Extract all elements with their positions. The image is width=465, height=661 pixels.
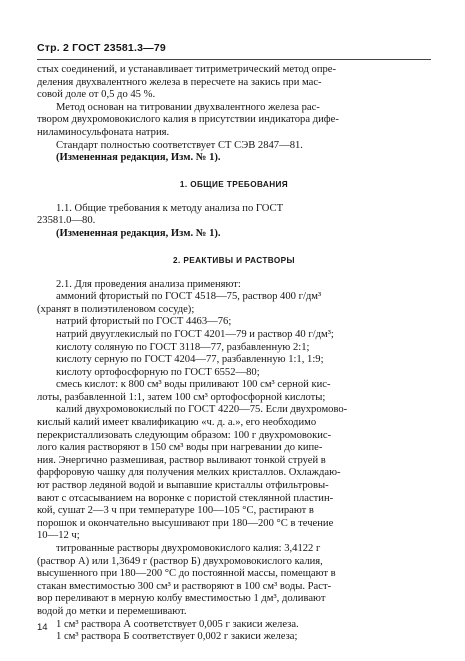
text-line: (раствор А) или 1,3649 г (раствор Б) двухромовокислого калия, — [37, 555, 323, 567]
edition-note: (Измененная редакция, Изм. № 1). — [56, 227, 221, 239]
page-number: 14 — [37, 622, 48, 633]
text-line: 23581.0—80. — [37, 215, 96, 227]
text-line: вор переливают в мерную колбу вместимостью 1 дм³, доливают — [37, 593, 326, 605]
text-line: аммоний фтористый по ГОСТ 4518—75, раствор 400 г/дм³ — [56, 291, 322, 303]
page-header: Стр. 2 ГОСТ 23581.3—79 — [37, 42, 166, 54]
text-line: 10—12 ч; — [37, 530, 80, 542]
header-rule — [37, 59, 431, 60]
section-2-title: 2. РЕАКТИВЫ И РАСТВОРЫ — [173, 255, 295, 265]
standard-statement: Стандарт полностью соответствует СТ СЭВ 2847—81. — [56, 139, 303, 151]
text-line: стакан вместимостью 300 см³ и растворяют в 100 см³ воды. Раст- — [37, 580, 332, 592]
text-line: деления двухвалентного железа в пересчете на закись при мас- — [37, 76, 322, 88]
edition-note: (Измененная редакция, Изм. № 1). — [56, 152, 221, 164]
text-line: фарфоровую чашку для получения мелких кристаллов. Охлаждаю- — [37, 467, 341, 479]
text-line: титрованные растворы двухромовокислого калия: 3,4122 г — [56, 543, 321, 554]
text-line: 1 см³ раствора Б соответствует 0,002 г закиси железа; — [56, 631, 298, 643]
text-line: 2.1. Для проведения анализа применяют: — [56, 278, 241, 290]
text-line: твором двухромовокислого калия в присутствии индикатора дифе- — [37, 114, 339, 126]
text-line: ниламиносульфоната натрия. — [37, 126, 170, 138]
text-line: ют раствор ледяной водой и выпавшие кристаллы отфильтровы- — [37, 480, 329, 492]
text-line: порошок и окончательно высушивают при 180—200 °C в течение — [37, 517, 334, 529]
text-line: кислый калий имеет квалификацию «ч. д. а.», его необходимо — [37, 417, 317, 429]
text-line: натрий двууглекислый по ГОСТ 4201—79 и раствор 40 г/дм³; — [56, 328, 334, 340]
text-line: кислоту соляную по ГОСТ 3118—77, разбавленную 2:1; — [56, 341, 310, 353]
section-1-title: 1. ОБЩИЕ ТРЕБОВАНИЯ — [179, 179, 289, 189]
text-line: натрий фтористый по ГОСТ 4463—76; — [56, 316, 232, 328]
text-line: водой до метки и перемешивают. — [37, 605, 187, 617]
text-line: стых соединений, и устанавливает титриметрический метод опре- — [37, 64, 337, 75]
text-line: 1 см³ раствора А соответствует 0,005 г закиси железа. — [56, 618, 299, 630]
text-line: вают с отсасыванием на воронке с пористой стеклянной пластин- — [37, 492, 334, 504]
text-line: кислоту ортофосфорную по ГОСТ 6552—80; — [56, 366, 260, 378]
page-body — [37, 64, 431, 644]
text-line: лоты, разбавленной 1:1, затем 100 см³ ортофосфорной кислоты; — [37, 391, 326, 403]
text-line: лого калия растворяют в 150 см³ воды при нагревании до кипе- — [37, 442, 323, 454]
text-line: смесь кислот: к 800 см³ воды приливают 100 см³ серной кис- — [56, 379, 331, 391]
text-line: кислоту серную по ГОСТ 4204—77, разбавленную 1:1, 1:9; — [56, 354, 324, 366]
text-line: калий двухромовокислый по ГОСТ 4220—75. Если двухромово- — [56, 404, 348, 416]
text-line: 1.1. Общие требования к методу анализа по ГОСТ — [56, 202, 284, 214]
text-line: перекристаллизовать следующим образом: 100 г двухромовокис- — [37, 429, 332, 441]
text-line: высушенного при 180—200 °C до постоянной массы, помещают в — [37, 568, 336, 580]
text-line: (хранят в полиэтиленовом сосуде); — [37, 303, 195, 315]
text-line: ния. Энергично размешивая, раствор выливают тонкой струей в — [37, 454, 326, 466]
text-line: кой, сушат 2—3 ч при температуре 100—105 °C, растирают в — [37, 505, 314, 517]
text-line: Метод основан на титровании двухвалентного железа рас- — [56, 101, 320, 113]
text-line: совой доле от 0,5 до 45 %. — [37, 89, 156, 101]
